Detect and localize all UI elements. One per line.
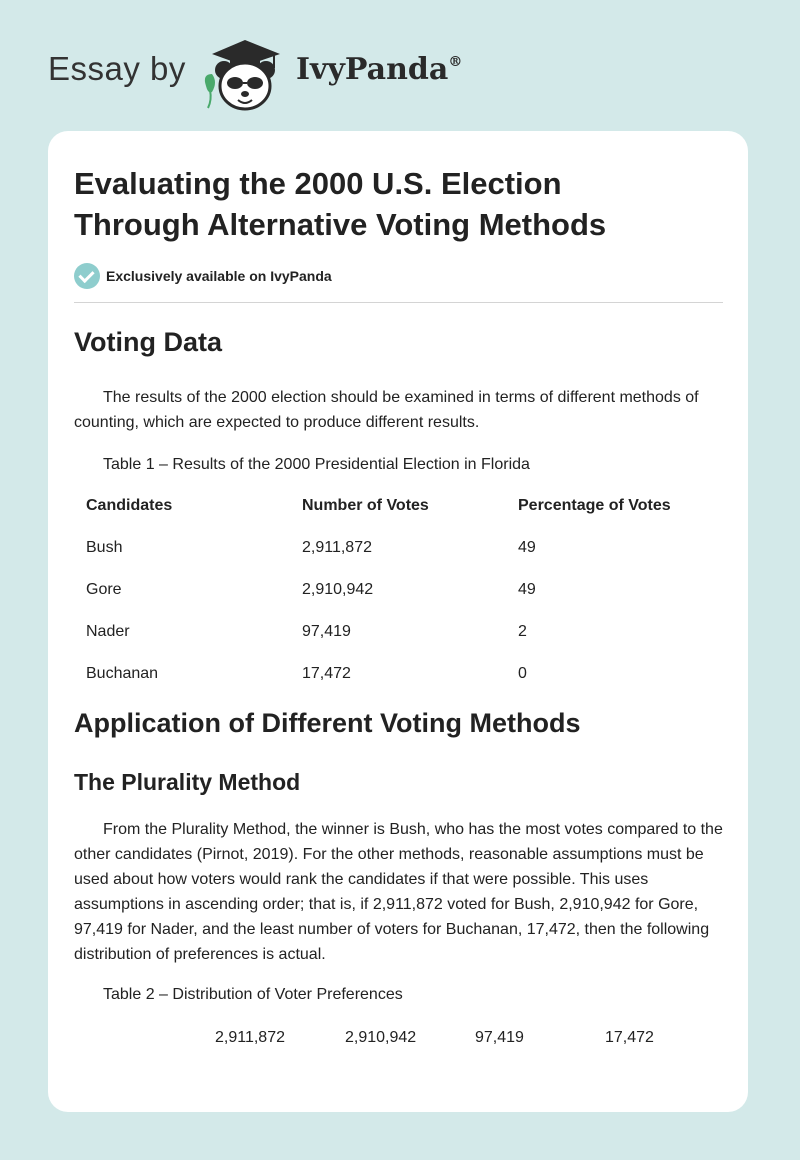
site-header bbox=[48, 34, 648, 114]
table-cell: 2,910,942 bbox=[302, 581, 374, 598]
check-circle-icon bbox=[74, 263, 100, 289]
table-cell: 0 bbox=[518, 665, 527, 682]
table-cell: 17,472 bbox=[605, 1029, 654, 1046]
registered-mark: ® bbox=[448, 54, 463, 70]
divider bbox=[74, 302, 723, 303]
table-cell: 2,911,872 bbox=[215, 1029, 285, 1046]
table-cell: 2,911,872 bbox=[302, 539, 372, 556]
table-row bbox=[86, 617, 726, 659]
results-table bbox=[86, 491, 726, 701]
table-header-row bbox=[86, 491, 726, 533]
table-header-cell: Candidates bbox=[86, 497, 173, 514]
exclusive-badge-text: Exclusively available on IvyPanda bbox=[106, 268, 332, 284]
table-cell: Gore bbox=[86, 581, 122, 598]
intro-paragraph: The results of the 2000 election should be examined in terms of different methods of counting, which are expected to produce different results. bbox=[74, 389, 699, 431]
table-cell: 49 bbox=[518, 539, 536, 556]
table-header-cell: Number of Votes bbox=[302, 497, 429, 514]
plurality-heading: The Plurality Method bbox=[74, 769, 301, 795]
table-row bbox=[86, 533, 726, 575]
table-cell: Buchanan bbox=[86, 665, 159, 682]
methods-heading: Application of Different Voting Methods bbox=[74, 708, 581, 738]
voting-data-heading: Voting Data bbox=[74, 327, 222, 357]
table-cell: 97,419 bbox=[302, 623, 351, 640]
table-row bbox=[86, 575, 726, 617]
article-title: Evaluating the 2000 U.S. Election Through Alternative Voting Methods bbox=[74, 166, 607, 242]
table-row bbox=[86, 659, 726, 701]
table1-caption: Table 1 – Results of the 2000 Presidential Election in Florida bbox=[103, 456, 530, 473]
table-cell: 2,910,942 bbox=[345, 1029, 417, 1046]
table-cell: 17,472 bbox=[302, 665, 351, 682]
table-cell: 2 bbox=[518, 623, 527, 640]
table2-caption: Table 2 – Distribution of Voter Preferences bbox=[103, 986, 403, 1003]
table-cell: 49 bbox=[518, 581, 536, 598]
table-cell: Nader bbox=[86, 623, 130, 640]
brand-name[interactable]: IvyPanda® bbox=[296, 52, 463, 87]
preferences-table bbox=[74, 1025, 724, 1055]
exclusive-badge bbox=[74, 263, 332, 289]
table-header-cell: Percentage of Votes bbox=[518, 497, 671, 514]
table-cell: 97,419 bbox=[475, 1029, 524, 1046]
plurality-paragraph: From the Plurality Method, the winner is Bush, who has the most votes compared to the other candidates (Pirnot, 2019). For the other methods, reasonable assumptions must be used about how voters would rank the candidates if that were possible. This uses assumptions in ascending order; that is, if 2,911,872 voted for Bush, 2,910,942 for Gore, 97,419 for Nader, and the least number of voters for Buchanan, 17,472, then the following distribution of preferences is actual. bbox=[74, 821, 723, 963]
panda-logo-icon[interactable] bbox=[200, 34, 290, 114]
essay-by-label: Essay by bbox=[48, 50, 186, 87]
table-cell: Bush bbox=[86, 539, 123, 556]
article-card bbox=[48, 131, 748, 1112]
